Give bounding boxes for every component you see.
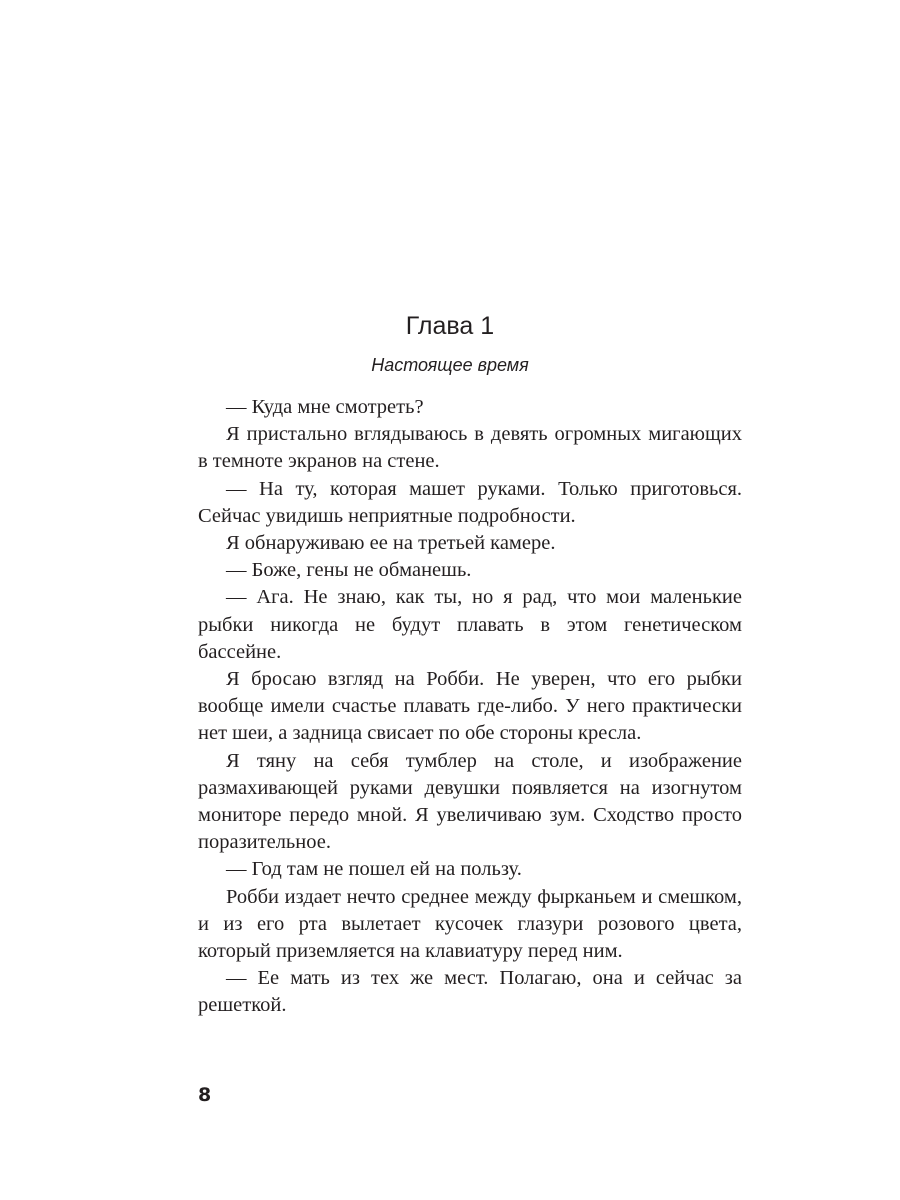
paragraph: Я пристально вглядываюсь в девять огромных мигающих в темноте экранов на стене.	[198, 423, 742, 473]
paragraph: — На ту, которая машет руками. Только приготовься. Сейчас увидишь неприятные подробности.	[198, 477, 742, 527]
chapter-title: Глава 1	[405, 312, 495, 340]
paragraph: Я обнаруживаю ее на третьей камере.	[226, 532, 556, 555]
paragraph: — Ага. Не знаю, как ты, но я рад, что мои маленькие рыбки никогда не будут плавать в этом генетическом бассейне.	[198, 586, 742, 663]
paragraph: Я бросаю взгляд на Робби. Не уверен, что его рыбки вообще имели счастье плавать где-либо. У него практически нет шеи, а задница свисает по обе стороны кресла.	[198, 668, 742, 745]
paragraph: — Куда мне смотреть?	[226, 396, 424, 418]
body-text	[198, 394, 742, 1020]
paragraph: — Боже, гены не обманешь.	[226, 559, 472, 582]
paragraph: — Год там не пошел ей на пользу.	[226, 858, 522, 881]
chapter-subtitle: Настоящее время	[371, 355, 529, 375]
page-number: 8	[198, 1084, 212, 1106]
paragraph: Робби издает нечто среднее между фырканьем и смешком, и из его рта вылетает кусочек глазури розового цвета, который приземляется на клавиатуру перед ним.	[198, 885, 742, 963]
paragraph: — Ее мать из тех же мест. Полагаю, она и сейчас за решеткой.	[198, 967, 742, 1017]
paragraph: Я тяну на себя тумблер на столе, и изображение размахивающей руками девушки появляется на изогнутом мониторе передо мной. Я увеличиваю зум. Сходство просто поразительное.	[198, 749, 742, 854]
